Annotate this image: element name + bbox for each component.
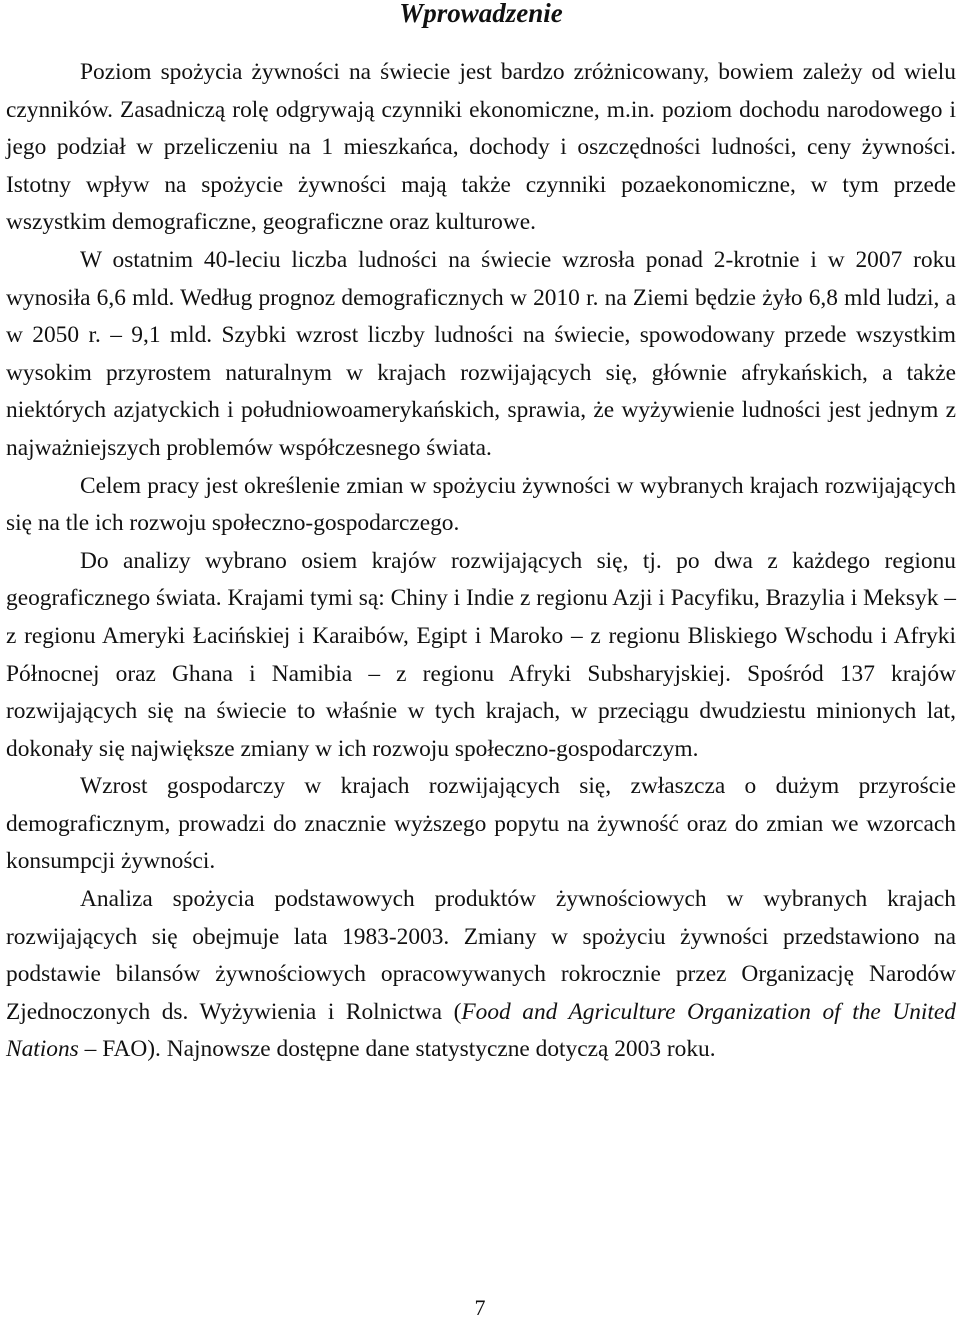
page-number: 7 (474, 1295, 486, 1320)
paragraph-1: Poziom spożycia żywności na świecie jest bardzo zróżnicowany, bowiem zależy od wielu czynników. Zasadniczą rolę odgrywają czynniki ekonomiczne, m.in. poziom dochodu narodowego i jego podział w przeliczeniu na 1 mieszkańca, dochody i oszczędności ludności, ceny żywności. Istotny wpływ na spożycie żywności mają także czynniki pozaekonomiczne, w tym przede wszystkim demograficzne, geograficzne oraz kulturowe. (6, 59, 956, 236)
paragraph-6-text-after: – FAO). Najnowsze dostępne dane statystyczne dotyczą 2003 roku. (78, 1036, 716, 1063)
paragraph-3: Celem pracy jest określenie zmian w spożyciu żywności w wybranych krajach rozwijających się na tle ich rozwoju społeczno-gospodarczego. (6, 472, 956, 537)
section-heading: Wprowadzenie (399, 0, 563, 28)
paragraph-5: Wzrost gospodarczy w krajach rozwijających się, zwłaszcza o dużym przyroście demograficznym, prowadzi do znacznie wyższego popytu na żywność oraz do zmian we wzorcach konsumpcji żywności. (6, 773, 956, 875)
fao-name-italic: Food and Agriculture Organization of the United Nations (6, 998, 956, 1063)
paragraph-6-text-before: Analiza spożycia podstawowych produktów żywnościowych w wybranych krajach rozwijających się obejmuje lata 1983-2003. Zmiany w spożyciu żywności przedstawiono na podstawie bilansów żywnościowych opracowywanych rokrocznie przez Organizację Narodów Zjednoczonych ds. Wyżywienia i Rolnictwa ( (6, 886, 956, 1025)
paragraph-6 (6, 881, 956, 1069)
paragraph-2: W ostatnim 40-leciu liczba ludności na świecie wzrosła ponad 2-krotnie i w 2007 roku wynosiła 6,6 mld. Według prognoz demograficznych w 2010 r. na Ziemi będzie żyło 6,8 mld ludzi, a w 2050 r. – 9,1 mld. Szybki wzrost liczby ludności na świecie, spowodowany przede wszystkim wysokim przyrostem naturalnym w krajach rozwijających się, głównie afrykańskich, a także niektórych azjatyckich i południowoamerykańskich, sprawia, że wyżywienie ludności jest jednym z najważniejszych problemów współczesnego świata. (6, 246, 956, 461)
paragraph-4: Do analizy wybrano osiem krajów rozwijających się, tj. po dwa z każdego regionu geograficznego świata. Krajami tymi są: Chiny i Indie z regionu Azji i Pacyfiku, Brazylia i Meksyk – z regionu Ameryki Łacińskiej i Karaibów, Egipt i Maroko – z regionu Bliskiego Wschodu i Afryki Północnej oraz Ghana i Namibia – z regionu Afryki Subsharyjskiej. Spośród 137 krajów rozwijających się na świecie to właśnie w tych krajach, w przeciągu dwudziestu minionych lat, dokonały się największe zmiany w ich rozwoju społeczno-gospodarczym. (6, 547, 956, 762)
document-page (6, 0, 956, 1069)
